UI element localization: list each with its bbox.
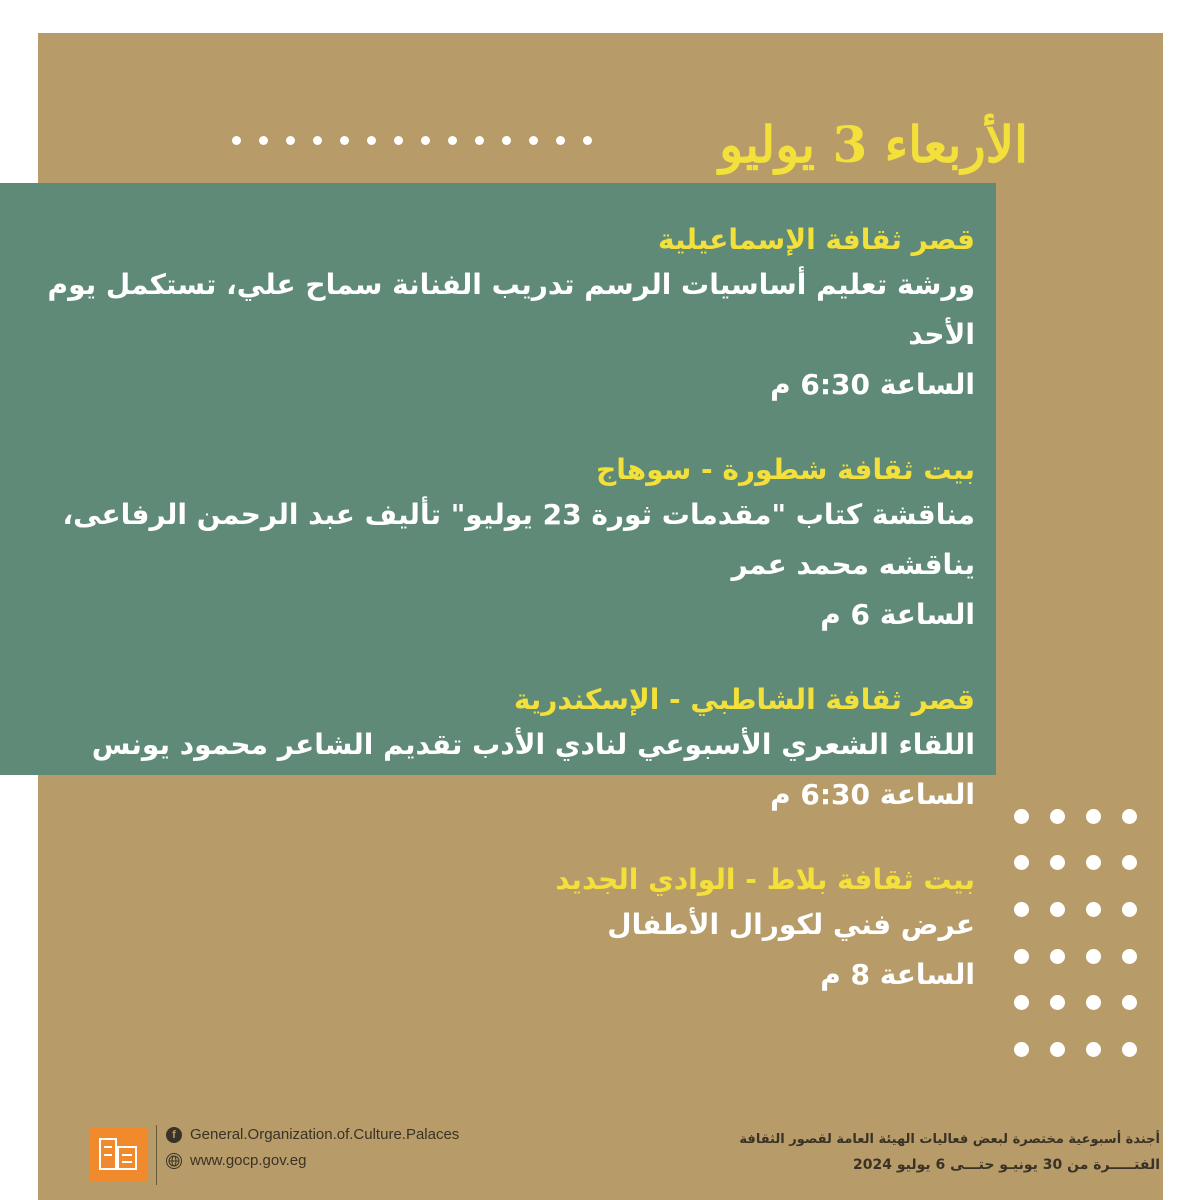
event-description: مناقشة كتاب "مقدمات ثورة 23 يوليو" تأليف عبد الرحمن الرفاعى، [62,498,975,531]
facebook-link[interactable] [166,1126,459,1143]
dot [1122,809,1137,824]
dot [1050,949,1065,964]
event-time: الساعة 6:30 م [770,778,975,811]
dot [1086,1042,1101,1057]
dot [1014,949,1029,964]
event-item [15,860,975,1000]
dot [1014,995,1029,1010]
dot [232,136,241,145]
event-item [15,680,975,820]
dot [1086,809,1101,824]
event-time: الساعة 6:30 م [770,368,975,401]
logo-mark-icon [96,1133,142,1177]
dot [1122,902,1137,917]
dot [394,136,403,145]
day-title: الأربعاء 3 يوليو [719,115,1028,174]
event-time: الساعة 8 م [820,958,975,991]
dot [1014,902,1029,917]
facebook-icon: f [166,1127,182,1143]
dot [529,136,538,145]
event-item [15,220,975,410]
dot [1086,949,1101,964]
dot [367,136,376,145]
dot [1122,1042,1137,1057]
event-description: ورشة تعليم أساسيات الرسم تدريب الفنانة سماح علي، تستكمل يوم الأحد [47,268,975,351]
event-venue: بيت ثقافة شطورة - سوهاج [596,453,975,486]
dot [313,136,322,145]
gocp-logo [90,1127,148,1182]
dot [340,136,349,145]
event-venue: قصر ثقافة الشاطبي - الإسكندرية [513,683,975,716]
event-description: اللقاء الشعري الأسبوعي لنادي الأدب تقديم الشاعر محمود يونس [91,728,975,761]
event-description: عرض فني لكورال الأطفال [607,908,975,941]
decorative-dot-grid [1003,793,1148,1073]
dot [448,136,457,145]
dot [475,136,484,145]
dot [1050,809,1065,824]
dot [1086,995,1101,1010]
event-time: الساعة 6 م [820,598,975,631]
event-venue: بيت ثقافة بلاط - الوادي الجديد [555,863,975,896]
dot [1086,902,1101,917]
dot [1014,809,1029,824]
dot [502,136,511,145]
event-item [15,450,975,640]
agenda-line: أجندة أسبوعية مختصرة لبعض فعاليات الهيئة العامة لقصور الثقافة [739,1132,1160,1147]
events-list [15,220,975,1040]
dot [1122,855,1137,870]
dot [1050,902,1065,917]
globe-icon [166,1153,182,1169]
dot [259,136,268,145]
dot [1050,1042,1065,1057]
dot [1086,855,1101,870]
dot [1014,1042,1029,1057]
footer-agenda-info [600,1128,1160,1178]
website-link[interactable] [166,1152,306,1169]
dot [1050,995,1065,1010]
event-venue: قصر ثقافة الإسماعيلية [658,223,975,256]
dot [583,136,592,145]
website-url: www.gocp.gov.eg [190,1152,307,1169]
dot [1122,995,1137,1010]
event-description-continued: يناقشه محمد عمر [731,548,975,581]
dot [286,136,295,145]
footer-divider [156,1125,157,1185]
dot [1122,949,1137,964]
decorative-dot-row [232,130,592,150]
facebook-page-name: General.Organization.of.Culture.Palaces [190,1126,460,1143]
dot [421,136,430,145]
dot [1050,855,1065,870]
dot [1014,855,1029,870]
dot [556,136,565,145]
period-line: الفتـــــرة من 30 يونيـو حتـــى 6 يوليو 2024 [852,1157,1160,1173]
